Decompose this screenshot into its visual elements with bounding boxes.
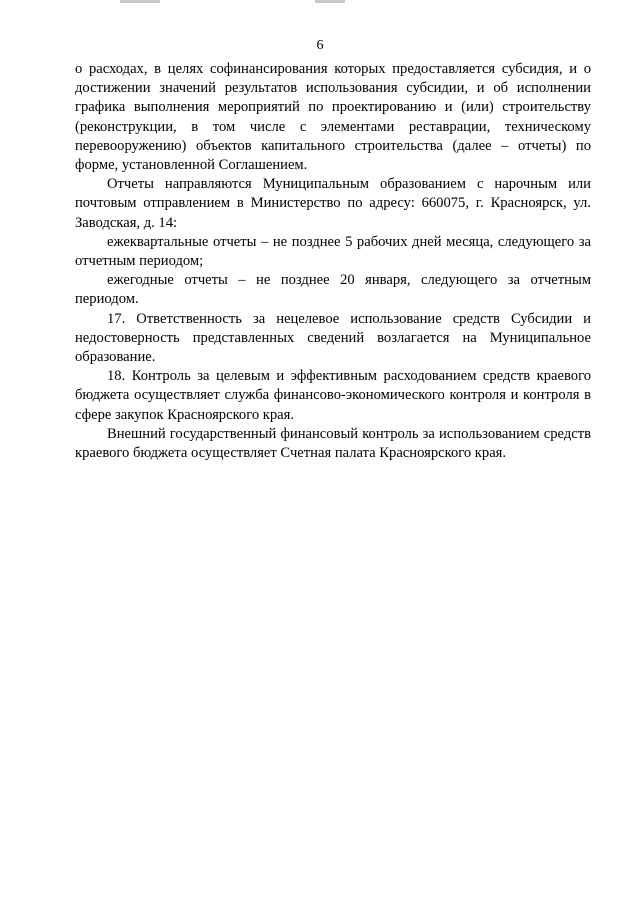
- page-number: 6: [316, 38, 324, 53]
- scan-mark: [315, 0, 345, 3]
- paragraph-item-17: 17. Ответственность за нецелевое использование средств Субсидии и недостоверность представленных сведений возлагается на Муниципальное образование.: [75, 310, 591, 366]
- scan-mark: [120, 0, 160, 3]
- paragraph-external-control: Внешний государственный финансовый контроль за использованием средств краевого бюджета осуществляет Счетная палата Красноярского края.: [75, 425, 591, 462]
- paragraph-annual-reports: ежегодные отчеты – не позднее 20 января, следующего за отчетным периодом.: [75, 272, 591, 308]
- paragraph-reports-delivery: Отчеты направляются Муниципальным образованием с нарочным или почтовым отправлением в Министерство по адресу: 660075, г. Красноярск, ул. Заводская, д. 14:: [75, 176, 591, 231]
- paragraph-quarterly-reports: ежеквартальные отчеты – не позднее 5 рабочих дней месяца, следующего за отчетным периодом;: [75, 233, 591, 270]
- document-body: [75, 60, 591, 463]
- paragraph-reports-content: о расходах, в целях софинансирования которых предоставляется субсидия, и о достижении значений результатов использования субсидии, и об исполнении графика выполнения мероприятий по проектированию и (или) строительству (реконструкции, в том числе с элементами реставрации, техническому перевооружению) объектов капитального строительства (далее – отчеты) по форме, установленной Соглашением.: [75, 61, 591, 174]
- scan-artifact: [0, 0, 640, 6]
- paragraph-item-18: 18. Контроль за целевым и эффективным расходованием средств краевого бюджета осуществляет служба финансово-экономического контроля и контроля в сфере закупок Красноярского края.: [75, 368, 591, 423]
